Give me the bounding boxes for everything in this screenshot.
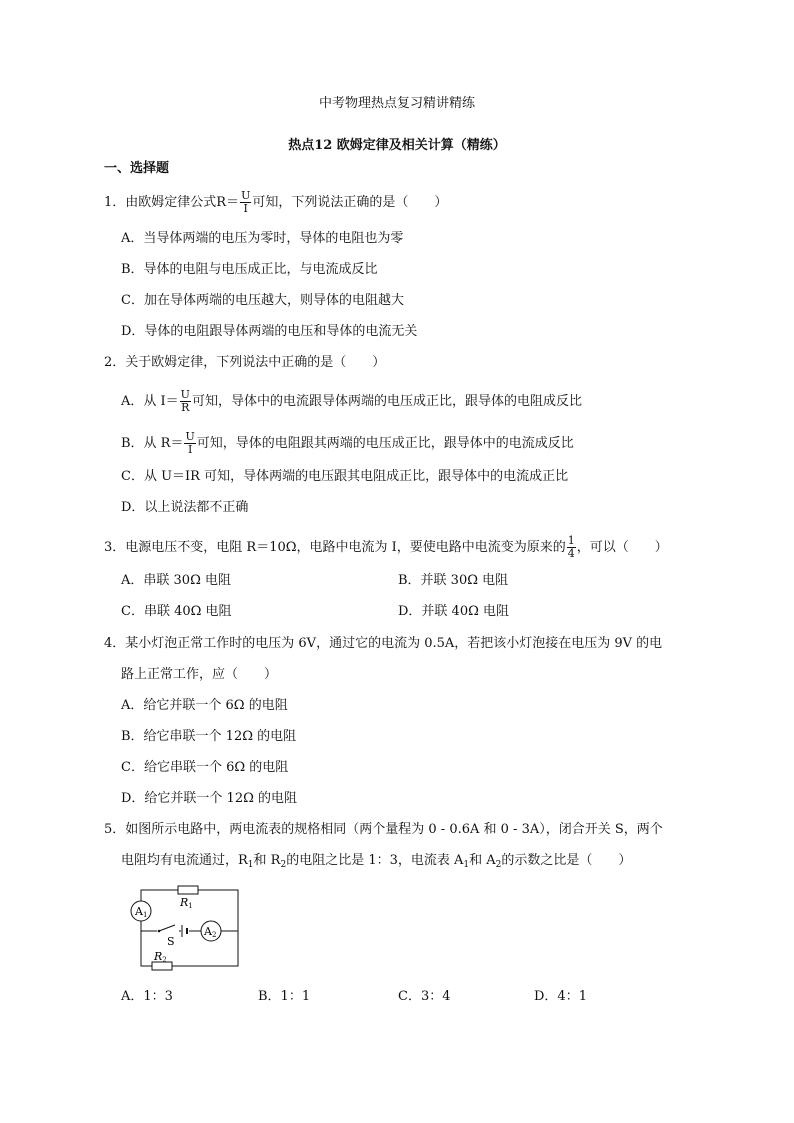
q5-option-b: B．1：1 [258, 989, 311, 1004]
switch-label: S [167, 935, 175, 948]
q1-fraction-numerator: U [241, 189, 251, 202]
q5-option-d: D．4：1 [534, 989, 587, 1004]
q3-option-b: B．并联 30Ω 电阻 [398, 573, 509, 588]
q5-line2-part-c: 的电阻之比是 1：3，电流表 A [286, 853, 464, 868]
question-3-stem [104, 535, 668, 560]
q2-option-b-denominator: I [187, 443, 193, 456]
q5-line2-sub-3: 1 [463, 860, 470, 870]
q2-option-b [121, 431, 574, 456]
question-2-stem: 2．关于欧姆定律，下列说法中正确的是（ ） [104, 355, 386, 370]
q1-option-c: C．加在导体两端的电压越大，则导体的电阻越大 [121, 293, 404, 308]
q2-option-b-suffix: 可知，导体的电阻跟其两端的电压成正比，跟导体中的电流成反比 [196, 436, 574, 451]
q1-option-a: A．当导体两端的电压为零时，导体的电阻也为零 [121, 231, 404, 246]
q4-option-d: D．给它并联一个 12Ω 的电阻 [121, 791, 298, 806]
q5-line2-part-d: 和 A [469, 853, 496, 868]
resistor-r1-label: R1 [180, 896, 193, 910]
q1-option-b: B．导体的电阻与电压成正比，与电流成反比 [121, 262, 378, 277]
question-1-stem [104, 190, 447, 215]
q2-option-a-fraction [180, 389, 191, 414]
q2-option-c: C．从 U＝IR 可知，导体两端的电压跟其电阻成正比，跟导体中的电流成正比 [121, 469, 569, 484]
q4-option-b: B．给它串联一个 12Ω 的电阻 [121, 729, 297, 744]
q1-stem-prefix: 1．由欧姆定律公式R＝ [104, 195, 240, 210]
q4-option-a: A．给它并联一个 6Ω 的电阻 [121, 698, 288, 713]
section-heading: 一、选择题 [104, 161, 170, 176]
series-title: 中考物理热点复习精讲精练 [318, 96, 475, 111]
q5-line2-sub-1: 1 [247, 860, 254, 870]
q2-option-a-prefix: A．从 I＝ [121, 394, 179, 409]
q2-option-a-suffix: 可知，导体中的电流跟导体两端的电压成正比，跟导体的电阻成反比 [191, 394, 582, 409]
q2-option-a-numerator: U [180, 388, 190, 401]
ammeter-a2-label: A2 [204, 925, 217, 939]
q3-option-a: A．串联 30Ω 电阻 [121, 573, 231, 588]
q5-line2-part-a: 电阻均有电流通过，R [121, 853, 248, 868]
q3-fraction-denominator: 4 [567, 547, 575, 560]
question-4-stem-line-1: 4．某小灯泡正常工作时的电压为 6V，通过它的电流为 0.5A，若把该小灯泡接在电压为 9V 的电 [104, 636, 663, 651]
resistor-r1 [178, 886, 198, 894]
q2-option-d: D．以上说法都不正确 [121, 500, 249, 515]
q3-fraction [567, 535, 576, 560]
question-4-stem-line-2: 路上正常工作，应（ ） [121, 667, 278, 682]
circuit-diagram [124, 880, 249, 972]
question-5-stem-line-1: 5．如图所示电路中，两电流表的规格相同（两个量程为 0 - 0.6A 和 0 - 3A），闭合开关 S，两个 [104, 822, 663, 837]
q3-fraction-numerator: 1 [567, 534, 575, 547]
q1-stem-suffix: 可知，下列说法正确的是（ ） [252, 195, 448, 210]
topic-title: 热点12 欧姆定律及相关计算（精练） [288, 138, 506, 153]
q1-fraction-denominator: I [243, 202, 248, 215]
q1-fraction [240, 190, 251, 215]
q1-option-d: D．导体的电阻跟导体两端的电压和导体的电流无关 [121, 324, 418, 339]
q3-option-c: C．串联 40Ω 电阻 [121, 604, 232, 619]
q3-stem-suffix: ，可以（ ） [576, 540, 668, 555]
q3-option-d: D．并联 40Ω 电阻 [398, 604, 510, 619]
q5-option-a: A．1：3 [121, 989, 173, 1004]
q5-line2-part-e: 的示数之比是（ ） [501, 853, 632, 868]
q2-option-a-denominator: R [181, 401, 190, 414]
q5-line2-part-b: 和 R [253, 853, 281, 868]
q5-line2-sub-2: 2 [280, 860, 287, 870]
q2-option-b-numerator: U [185, 430, 195, 443]
resistor-r2-label: R2 [154, 950, 167, 964]
q5-option-c: C．3：4 [398, 989, 451, 1004]
q4-option-c: C．给它串联一个 6Ω 的电阻 [121, 760, 289, 775]
q2-option-b-prefix: B．从 R＝ [121, 436, 184, 451]
q2-option-a [121, 389, 582, 414]
switch-pivot [158, 930, 161, 933]
ammeter-a1-label: A1 [135, 905, 148, 919]
question-5-stem-line-2 [121, 853, 631, 869]
q3-stem-prefix: 3．电源电压不变，电阻 R＝10Ω，电路中电流为 I，要使电路中电流变为原来的 [104, 540, 566, 555]
q5-line2-sub-4: 2 [495, 860, 502, 870]
q2-option-b-fraction [184, 431, 195, 456]
